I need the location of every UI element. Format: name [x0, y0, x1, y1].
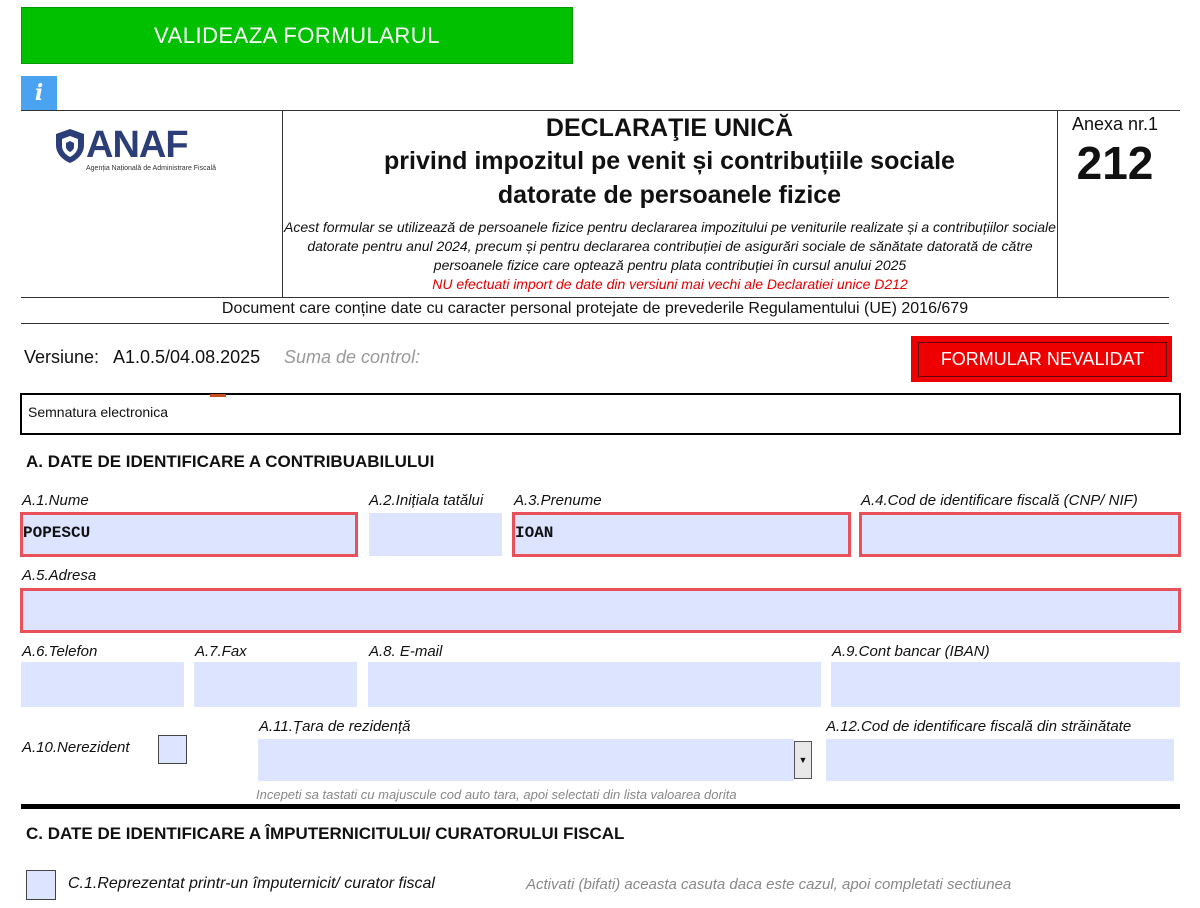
header-bottom-border — [21, 297, 1169, 298]
info-icon[interactable]: i — [21, 76, 57, 110]
fax-input[interactable] — [194, 662, 357, 707]
cif-input[interactable] — [859, 512, 1181, 557]
validate-form-button[interactable]: VALIDEAZA FORMULARUL — [21, 7, 573, 64]
initiala-input[interactable] — [369, 513, 502, 556]
email-input[interactable] — [368, 662, 821, 707]
fax-label: A.7.Fax — [195, 643, 247, 660]
form-subtitle-line1: privind impozitul pe venit și contribuțiile sociale — [384, 147, 955, 175]
version-value: A1.0.5/04.08.2025 — [113, 347, 261, 367]
form-title: DECLARAŢIE UNICĂ — [545, 114, 794, 142]
version-label: Versiune: — [24, 347, 100, 367]
logo-subtitle: Agenția Națională de Administrare Fiscală — [86, 165, 216, 172]
nerezident-label: A.10.Nerezident — [22, 739, 130, 756]
form-subtitle-line2: datorate de persoanele fizice — [497, 181, 842, 209]
logo-text: ANAF — [86, 124, 188, 166]
header-top-border — [21, 110, 1180, 111]
checksum-label: Suma de control: — [284, 347, 421, 367]
iban-label: A.9.Cont bancar (IBAN) — [832, 643, 990, 660]
section-a-title: A. DATE DE IDENTIFICARE A CONTRIBUABILULUI — [26, 452, 435, 471]
anaf-logo — [52, 126, 242, 176]
cif-strain-input[interactable] — [826, 739, 1174, 781]
prenume-label: A.3.Prenume — [514, 492, 602, 509]
nerezident-checkbox[interactable] — [158, 735, 187, 764]
iban-input[interactable] — [831, 662, 1180, 707]
shield-icon — [54, 128, 86, 164]
initiala-label: A.2.Inițiala tatălui — [369, 492, 484, 509]
electronic-signature-field[interactable] — [20, 393, 1181, 435]
electronic-signature-label: Semnatura electronica — [28, 404, 169, 420]
privacy-bottom-border — [21, 323, 1169, 324]
header-divider-right — [1057, 110, 1058, 298]
adresa-label: A.5.Adresa — [22, 567, 97, 584]
signature-marker — [210, 394, 226, 397]
section-divider — [21, 804, 1180, 809]
tara-hint: Incepeti sa tastati cu majuscule cod auto tara, apoi selectati din lista valoarea dorita — [256, 787, 737, 802]
telefon-input[interactable] — [21, 662, 184, 707]
cif-label: A.4.Cod de identificare fiscală (CNP/ NIF) — [861, 492, 1138, 509]
prenume-input[interactable]: IOAN — [512, 512, 851, 557]
form-description: Acest formular se utilizează de persoanele fizice pentru declararea impozitului pe veniturile realizate și a contribuțiilor sociale datorate pentru anul 2024, precum și pentru declararea contribuției de asigurări sociale de sănătate datorată de către persoanele fizice care optează pentru plata contribuției în cursul anului 2025 — [284, 219, 1056, 273]
adresa-input[interactable] — [20, 588, 1181, 633]
form-number: 212 — [1076, 137, 1154, 189]
anexa-label: Anexa nr.1 — [1071, 114, 1159, 134]
imputernicit-hint: Activati (bifati) aceasta casuta daca este cazul, apoi completati sectiunea — [526, 876, 1012, 893]
email-label: A.8. E-mail — [369, 643, 443, 660]
status-button[interactable]: FORMULAR NEVALIDAT — [918, 342, 1167, 377]
imputernicit-checkbox[interactable] — [26, 870, 56, 900]
imputernicit-label: C.1.Reprezentat printr-un împuternicit/ curator fiscal — [68, 875, 435, 892]
tara-select[interactable] — [258, 739, 794, 781]
nume-input[interactable]: POPESCU — [20, 512, 358, 557]
telefon-label: A.6.Telefon — [22, 643, 98, 660]
cif-strain-label: A.12.Cod de identificare fiscală din străinătate — [826, 718, 1132, 735]
privacy-notice: Document care conține date cu caracter personal protejate de prevederile Regulamentului (UE) 2016/679 — [221, 300, 969, 317]
section-c-title: C. DATE DE IDENTIFICARE A ÎMPUTERNICITULUI/ CURATORULUI FISCAL — [26, 824, 625, 843]
import-warning: NU efectuati import de date din versiuni mai vechi ale Declaratiei unice D212 — [432, 276, 908, 292]
tara-label: A.11.Țara de rezidență — [259, 718, 411, 735]
nume-label: A.1.Nume — [22, 492, 89, 509]
chevron-down-icon[interactable]: ▼ — [794, 741, 812, 779]
